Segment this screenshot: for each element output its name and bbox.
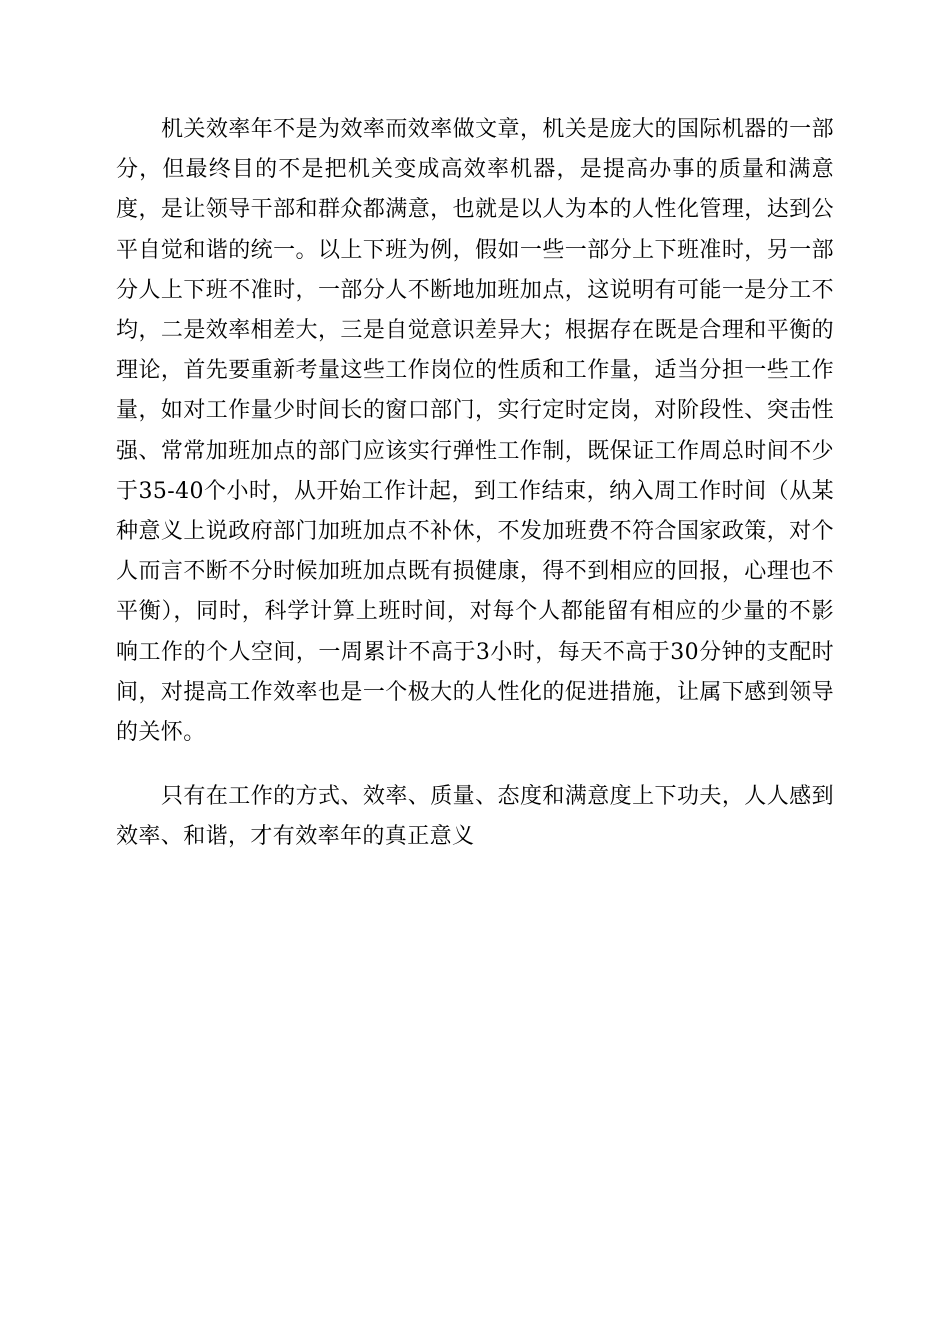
document-body <box>116 110 834 858</box>
paragraph-2: 只有在工作的方式、效率、质量、态度和满意度上下功夫，人人感到效率、和谐，才有效率年的真正意义 <box>116 784 834 850</box>
paragraph-1: 机关效率年不是为效率而效率做文章，机关是庞大的国际机器的一部分，但最终目的不是把机关变成高效率机器，是提高办事的质量和满意度，是让领导干部和群众都满意，也就是以人为本的人性化管理，达到公平自觉和谐的统一。以上下班为例，假如一些一部分上下班准时，另一部分人上下班不准时，一部分人不断地加班加点，这说明有可能一是分工不均，二是效率相差大，三是自觉意识差异大；根据存在既是合理和平衡的理论，首先要重新考量这些工作岗位的性质和工作量，适当分担一些工作量，如对工作量少时间长的窗口部门，实行定时定岗，对阶段性、突击性强、常常加班加点的部门应该实行弹性工作制，既保证工作周总时间不少于35-40个小时，从开始工作计起，到工作结束，纳入周工作时间（从某种意义上说政府部门加班加点不补休，不发加班费不符合国家政策，对个人而言不断不分时候加班加点既有损健康，得不到相应的回报，心理也不平衡），同时，科学计算上班时间，对每个人都能留有相应的少量的不影响工作的个人空间，一周累计不高于3小时，每天不高于30分钟的支配时间，对提高工作效率也是一个极大的人性化的促进措施，让属下感到领导的关怀。 <box>116 117 834 746</box>
